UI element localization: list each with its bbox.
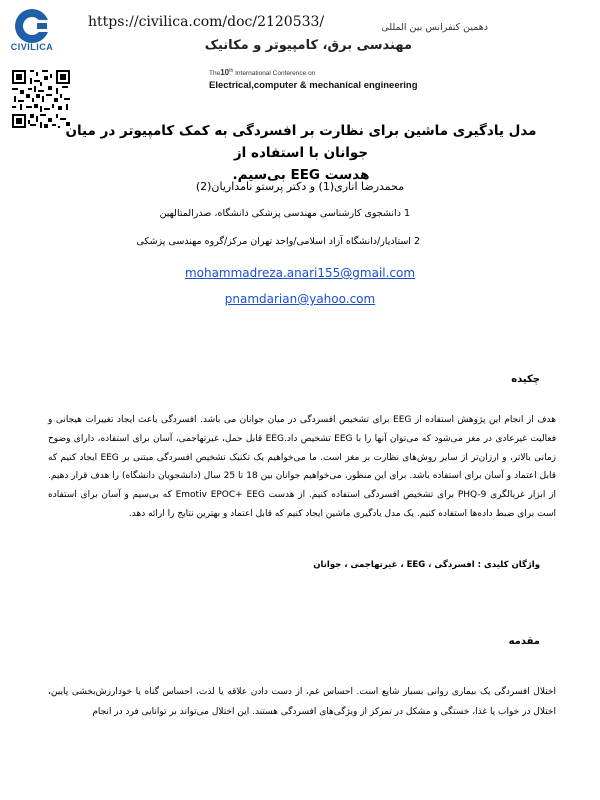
abstract-heading: چکیده bbox=[511, 374, 540, 385]
conference-title-en-line2: Electrical,computer & mechanical engineering bbox=[209, 80, 418, 91]
abstract-text: هدف از انجام این پژوهش استفاده از EEG برای تشخیص افسردگی در میان جوانان می باشد. افسردگی باعث ایجاد تغییرات هیجانی و فعالیت غیرعادی در مغز می‌شود که می‌توان آنها را با EEG تشخیص داد.EEG قابل حمل، غیرتهاجمی، آسان برای استفاده، دارای وضوح زمانی بالاتر، و ارزان‌تر از سایر روش‌های نظارت بر مغز است. ما می‌خواهیم یک تکنیک تشخیص افسردگی مبتنی بر EEG ایجاد کنیم که قابل اعتماد و آسان برای استفاده باشد. برای این منظور، می‌خواهیم جوانان بین 18 تا 25 سال (دانشجویان دانشگاه) را هدف قرار دهیم. از ابزار غربالگری PHQ-9 برای تشخیص افسردگی استفاده کنیم. از هدست Emotiv EPOC+ EEG که بی‌سیم و آسان برای استفاده است برای ضبط داده‌ها استفاده کنیم. یک مدل یادگیری ماشین ایجاد کنیم که قابل اعتماد و بهترین نتایج را ارائه دهد. bbox=[48, 415, 557, 519]
paper-title-line2: هدست EEG بی‌سیم. bbox=[232, 167, 370, 183]
affiliation-2: 2 استادیار/دانشگاه آزاد اسلامی/واحد تهران مرکز/گروه مهندسی پزشکی bbox=[136, 236, 420, 247]
email-link-2[interactable]: pnamdarian@yahoo.com bbox=[224, 292, 376, 306]
paper-title-line1: مدل یادگیری ماشین برای نظارت بر افسردگی به کمک کامپیوتر در میان جوانان با استفاده از bbox=[65, 123, 537, 161]
email-link-1[interactable]: mohammadreza.anari155@gmail.com bbox=[184, 266, 416, 280]
document-url[interactable]: https://civilica.com/doc/2120533/ bbox=[88, 14, 325, 30]
conference-title-en-line1: The10th International Conference on bbox=[209, 68, 316, 78]
introduction-heading: مقدمه bbox=[508, 636, 540, 647]
paper-title bbox=[60, 120, 542, 186]
conference-title-fa-line2: مهندسی برق، کامپیوتر و مکانیک bbox=[204, 38, 412, 53]
conference-title-fa-line1: دهمین کنفرانس بین المللی bbox=[381, 22, 488, 33]
affiliation-1: 1 دانشجوی کارشناسی مهندسی پزشکی دانشگاه، صدرالمتالهین bbox=[159, 208, 410, 219]
introduction-text: اختلال افسردگی یک بیماری روانی بسیار شایع است. احساس غم، از دست دادن علاقه یا لذت، احساس گناه یا خودارزش‌بخشی پایین، اختلال در خواب یا غذا، خستگی و مشکل در تمرکز از ویژگی‌های افسردگی هستند. این اختلال می‌تواند بر توانایی فرد در انجام bbox=[48, 687, 556, 717]
logo-text: CIVILICA bbox=[10, 42, 54, 52]
authors: محمدرضا اناری(1) و دکتر پرستو نامداریان(2) bbox=[195, 180, 405, 193]
keywords: واژگان کلیدی : افسردگی ، EEG ، غیرتهاجمی ، جوانان bbox=[313, 560, 540, 570]
